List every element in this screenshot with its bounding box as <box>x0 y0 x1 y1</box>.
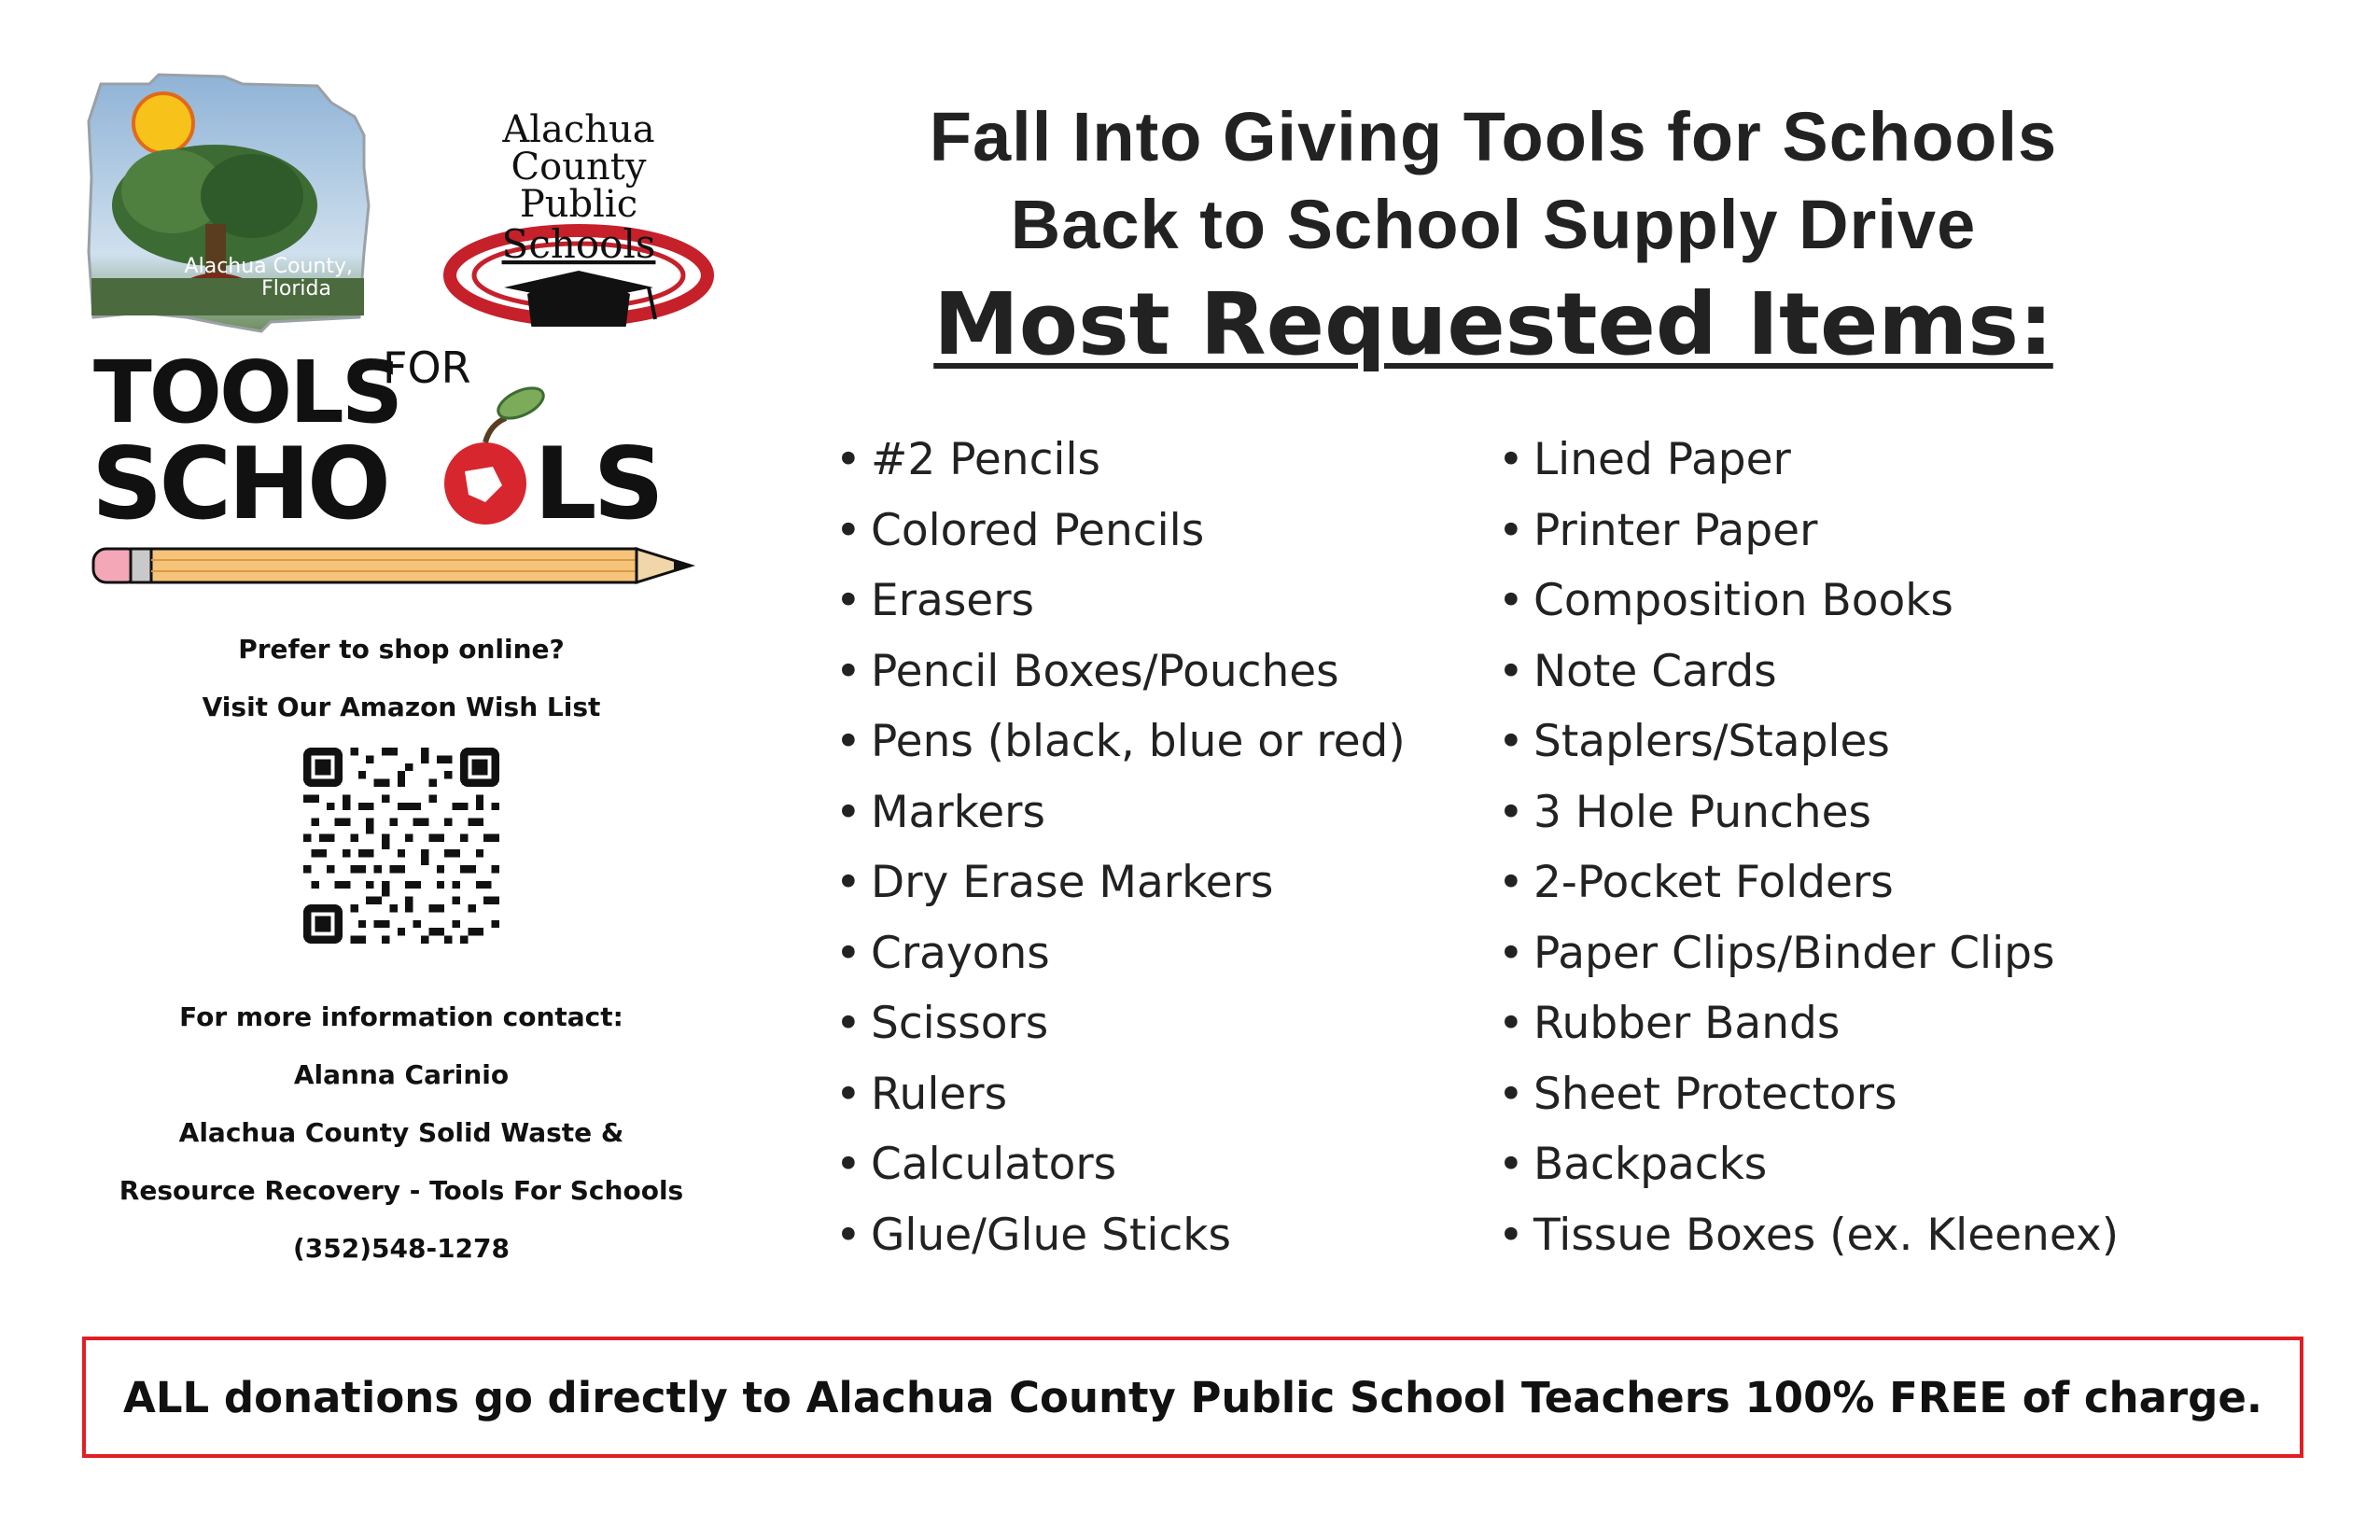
list-item: • Markers <box>835 777 1406 848</box>
acps-line1: Alachua <box>502 108 655 151</box>
list-item: • Scissors <box>835 988 1406 1059</box>
shop-online-text: Prefer to shop online? <box>238 634 565 665</box>
acps-line4: Schools <box>501 221 656 267</box>
list-item: • Rubber Bands <box>1498 988 2119 1059</box>
list-item: • Rulers <box>835 1059 1406 1130</box>
alachua-county-logo <box>84 65 429 336</box>
acps-logo <box>439 103 719 327</box>
contact-name: Alanna Carinio <box>293 1059 510 1090</box>
title-line1: Fall Into Giving Tools for Schools <box>929 98 2058 175</box>
apple-icon <box>444 382 548 525</box>
header <box>803 93 2184 381</box>
list-item: • Printer Paper <box>1498 496 2119 567</box>
list-item: • Pens (black, blue or red) <box>835 707 1406 777</box>
most-requested-heading: Most Requested Items: <box>933 274 2053 374</box>
list-item: • Composition Books <box>1498 566 2119 637</box>
title-line2: Back to School Supply Drive <box>1010 186 1977 263</box>
acps-line3: Public <box>519 183 638 226</box>
contact-org-line2: Resource Recovery - Tools For Schools <box>119 1175 684 1206</box>
logo-row <box>75 65 728 336</box>
county-logo-text-2: Florida <box>261 277 331 301</box>
list-item: • Backpacks <box>1498 1129 2119 1200</box>
qr-code-icon[interactable] <box>303 748 499 944</box>
list-item: • Tissue Boxes (ex. Kleenex) <box>1498 1200 2119 1271</box>
info-block <box>75 621 728 1278</box>
left-panel <box>75 65 728 1264</box>
wish-list-link[interactable]: Visit Our Amazon Wish List <box>202 692 601 722</box>
donation-banner-text: ALL donations go directly to Alachua County Public School Teachers 100% FREE of charge. <box>123 1372 2262 1422</box>
list-item: • Dry Erase Markers <box>835 847 1406 918</box>
donation-banner <box>82 1337 2303 1458</box>
contact-org-line1: Alachua County Solid Waste & <box>178 1117 624 1148</box>
tfs-for-text: FOR <box>383 343 471 393</box>
contact-heading: For more information contact: <box>179 1001 623 1032</box>
list-item: • Paper Clips/Binder Clips <box>1498 918 2119 989</box>
county-logo-text-1: Alachua County, <box>184 255 353 278</box>
acps-line2: County <box>511 146 647 189</box>
list-item: • Erasers <box>835 566 1406 637</box>
list-item: • Note Cards <box>1498 637 2119 707</box>
list-item: • Pencil Boxes/Pouches <box>835 637 1406 707</box>
list-item: • Lined Paper <box>1498 425 2119 496</box>
list-item: • Crayons <box>835 918 1406 989</box>
list-item: • 3 Hole Punches <box>1498 777 2119 848</box>
list-item: • Sheet Protectors <box>1498 1059 2119 1130</box>
items-column-1 <box>835 425 1406 1270</box>
tfs-ls-text: LS <box>534 427 661 541</box>
pencil-icon <box>93 549 693 582</box>
list-item: • Staplers/Staples <box>1498 707 2119 777</box>
list-item: • Colored Pencils <box>835 496 1406 567</box>
tfs-tools-text: TOOLS <box>93 343 401 442</box>
contact-phone: (352)548-1278 <box>292 1233 511 1264</box>
list-item: • #2 Pencils <box>835 425 1406 496</box>
tfs-scho-text: SCHO <box>91 427 387 541</box>
list-item: • Glue/Glue Sticks <box>835 1200 1406 1271</box>
tools-for-schools-logo <box>75 336 728 644</box>
list-item: • Calculators <box>835 1129 1406 1200</box>
list-item: • 2-Pocket Folders <box>1498 847 2119 918</box>
items-column-2 <box>1498 425 2119 1270</box>
